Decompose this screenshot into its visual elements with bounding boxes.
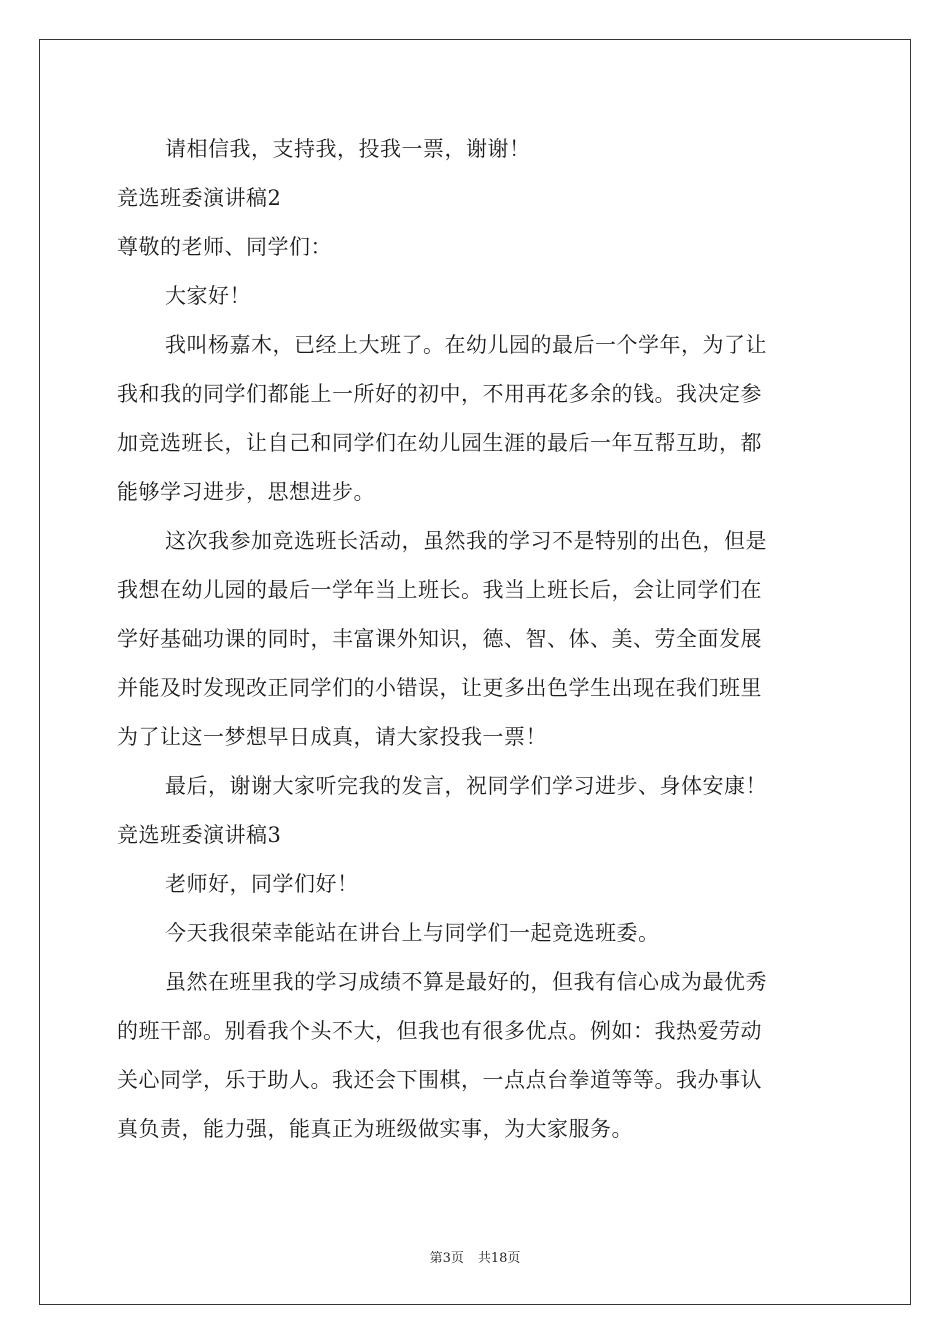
text-line: 加竞选班长，让自己和同学们在幼儿园生涯的最后一年互帮互助，都: [117, 431, 762, 455]
text-line: 为了让这一梦想早日成真，请大家投我一票！: [117, 725, 547, 749]
text-line: 请相信我，支持我，投我一票，谢谢！: [165, 137, 531, 161]
text-line: 竞选班委演讲稿2: [117, 186, 282, 210]
page-total: 共18页: [477, 1251, 521, 1266]
text-line: 的班干部。别看我个头不大，但我也有很多优点。例如：我热爱劳动: [117, 1019, 762, 1043]
text-line: 我叫杨嘉木，已经上大班了。在幼儿园的最后一个学年，为了让: [165, 333, 767, 357]
text-line: 老师好，同学们好！: [165, 872, 359, 896]
text-line: 我和我的同学们都能上一所好的初中，不用再花多余的钱。我决定参: [117, 382, 762, 406]
text-line: 学好基础功课的同时，丰富课外知识，德、智、体、美、劳全面发展: [117, 627, 762, 651]
text-line: 我想在幼儿园的最后一学年当上班长。我当上班长后，会让同学们在: [117, 578, 762, 602]
text-line: 最后，谢谢大家听完我的发言，祝同学们学习进步、身体安康！: [165, 774, 767, 798]
document-body: [117, 125, 833, 1154]
text-line: 这次我参加竞选班长活动，虽然我的学习不是特别的出色，但是: [165, 529, 767, 553]
page-number: 第3页: [429, 1251, 464, 1266]
text-line: 能够学习进步，思想进步。: [117, 480, 375, 504]
text-line: 尊敬的老师、同学们：: [117, 235, 332, 259]
text-line: 今天我很荣幸能站在讲台上与同学们一起竞选班委。: [165, 921, 660, 945]
text-line: 真负责，能力强，能真正为班级做实事，为大家服务。: [117, 1117, 633, 1141]
text-line: 虽然在班里我的学习成绩不算是最好的，但我有信心成为最优秀: [165, 970, 767, 994]
page-footer: [0, 1247, 950, 1266]
text-line: 并能及时发现改正同学们的小错误，让更多出色学生出现在我们班里: [117, 676, 762, 700]
text-line: 竞选班委演讲稿3: [117, 823, 282, 847]
text-line: 大家好！: [165, 284, 251, 308]
text-line: 关心同学，乐于助人。我还会下围棋，一点点台拳道等等。我办事认: [117, 1068, 762, 1092]
